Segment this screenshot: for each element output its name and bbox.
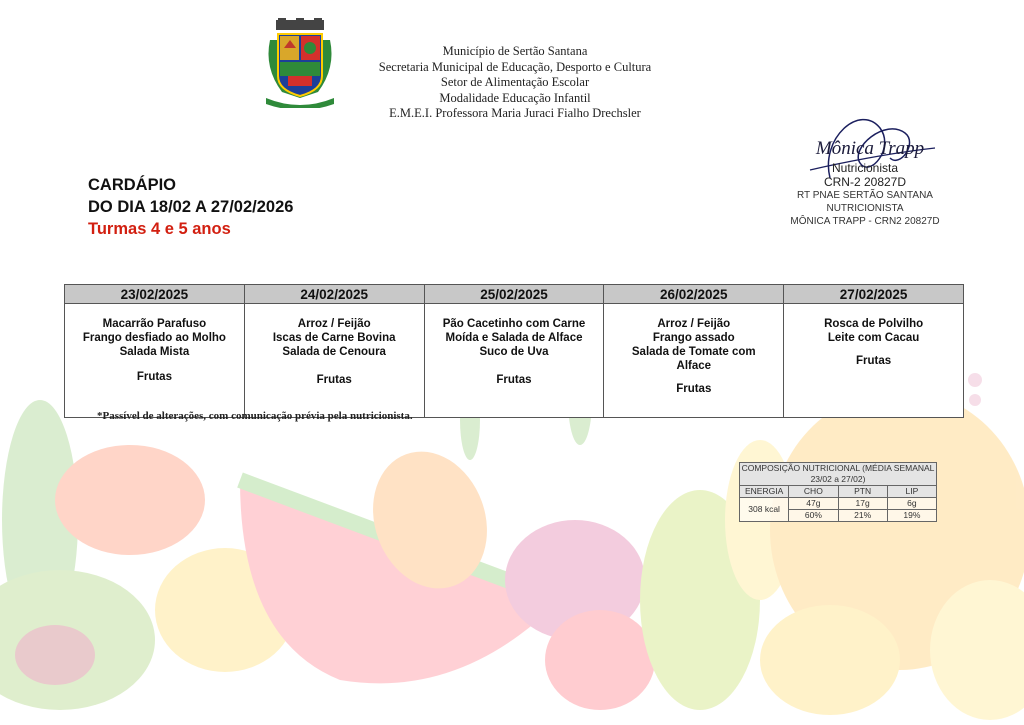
menu-header-row	[65, 285, 964, 304]
menu-item: Frango desfiado ao Molho	[82, 332, 226, 344]
nutritionist-signature-stamp	[780, 108, 950, 238]
menu-fruit: Frutas	[856, 355, 892, 367]
stamp-rt: RT PNAE SERTÃO SANTANA	[797, 190, 933, 201]
menu-item: Suco de Uva	[479, 346, 549, 358]
menu-item: Frango assado	[652, 332, 735, 344]
cho-grams: 47g	[789, 498, 838, 510]
stamp-title: Nutricionista	[831, 161, 899, 175]
header-secretariat: Secretaria Municipal de Educação, Desporto e Cultura	[378, 59, 652, 74]
ptn-header: PTN	[838, 486, 887, 498]
menu-item: Leite com Cacau	[827, 332, 920, 344]
menu-item: Salada de Cenoura	[282, 346, 386, 358]
day-header: 25/02/2025	[424, 285, 604, 304]
nutrition-title: COMPOSIÇÃO NUTRICIONAL (MÉDIA SEMANAL 23/02 a 27/02)	[740, 463, 937, 486]
menu-item: Alface	[676, 360, 712, 372]
menu-fruit: Frutas	[316, 374, 352, 386]
menu-title-block	[88, 174, 293, 240]
lip-grams: 6g	[887, 498, 936, 510]
menu-item: Moída e Salada de Alface	[445, 332, 583, 344]
stamp-role: NUTRICIONISTA	[826, 203, 904, 214]
day-cell	[784, 304, 964, 418]
institution-header	[330, 44, 700, 122]
day-cell	[65, 304, 245, 418]
change-notice: *Passível de alterações, com comunicação prévia pela nutricionista.	[97, 410, 413, 422]
header-modality: Modalidade Educação Infantil	[439, 90, 591, 105]
menu-item: Macarrão Parafuso	[102, 318, 207, 330]
energy-header: ENERGIA	[740, 486, 789, 498]
ptn-percent: 21%	[838, 510, 887, 522]
day-cell	[424, 304, 604, 418]
day-header: 26/02/2025	[604, 285, 784, 304]
menu-item: Arroz / Feijão	[297, 318, 371, 330]
menu-item: Rosca de Polvilho	[824, 318, 924, 330]
menu-fruit: Frutas	[136, 371, 172, 383]
stamp-text	[780, 161, 950, 228]
energy-value: 308 kcal	[740, 498, 789, 522]
weekly-menu-table	[64, 284, 964, 418]
day-header: 27/02/2025	[784, 285, 964, 304]
header-sector: Setor de Alimentação Escolar	[440, 75, 590, 90]
lip-header: LIP	[887, 486, 936, 498]
day-header: 24/02/2025	[244, 285, 424, 304]
municipal-crest-logo	[262, 18, 338, 108]
menu-item: Iscas de Carne Bovina	[272, 332, 396, 344]
header-school: E.M.E.I. Professora Maria Juraci Fialho Drechsler	[389, 106, 641, 121]
ptn-grams: 17g	[838, 498, 887, 510]
menu-item: Pão Cacetinho com Carne	[442, 318, 586, 330]
menu-title: CARDÁPIO	[88, 176, 177, 194]
day-cell	[244, 304, 424, 418]
menu-item: Salada Mista	[119, 346, 190, 358]
day-header: 23/02/2025	[65, 285, 245, 304]
menu-item: Arroz / Feijão	[657, 318, 731, 330]
cho-percent: 60%	[789, 510, 838, 522]
signature-name: Mônica Trapp	[815, 138, 925, 159]
menu-fruit: Frutas	[676, 383, 712, 395]
menu-period: DO DIA 18/02 A 27/02/2026	[88, 198, 294, 216]
menu-fruit: Frutas	[496, 374, 532, 386]
stamp-name-crn: MÔNICA TRAPP - CRN2 20827D	[790, 216, 940, 227]
stamp-crn: CRN-2 20827D	[823, 175, 907, 189]
day-cell	[604, 304, 784, 418]
menu-row	[65, 304, 964, 418]
lip-percent: 19%	[887, 510, 936, 522]
menu-classes: Turmas 4 e 5 anos	[88, 220, 231, 238]
cho-header: CHO	[789, 486, 838, 498]
menu-item: Salada de Tomate com	[631, 346, 756, 358]
nutritional-composition-table	[739, 462, 937, 522]
header-municipality: Município de Sertão Santana	[442, 44, 588, 58]
